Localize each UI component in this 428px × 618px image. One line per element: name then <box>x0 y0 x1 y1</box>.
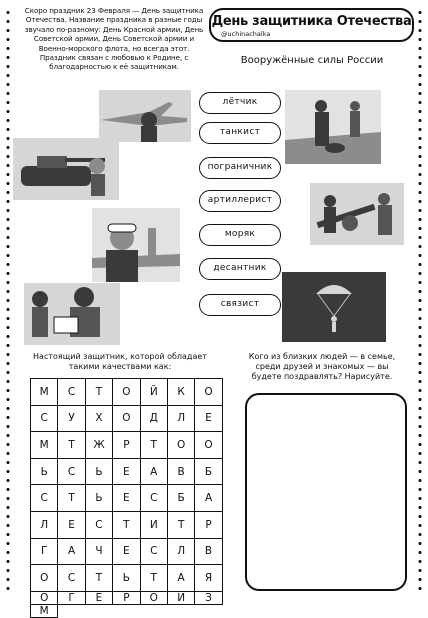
grid-cell[interactable]: Г <box>31 539 58 566</box>
author-handle: @uchinachalka <box>221 30 271 38</box>
intro-line: звучало по-разному: День Красной армии, День <box>24 24 204 34</box>
grid-cell[interactable]: Л <box>168 406 195 433</box>
grid-cell[interactable]: Р <box>113 592 140 605</box>
grid-cell[interactable]: Л <box>168 539 195 566</box>
page-subtitle: Вооружённые силы России <box>240 55 384 66</box>
profession-pill: пограничник <box>199 157 281 179</box>
grid-cell[interactable]: Т <box>58 485 85 512</box>
grid-cell[interactable]: З <box>195 592 222 605</box>
grid-cell[interactable]: В <box>168 459 195 486</box>
grid-cell[interactable]: Б <box>195 459 222 486</box>
grid-cell[interactable]: Т <box>58 432 85 459</box>
photo-sailor-ship <box>92 208 180 282</box>
grid-cell[interactable]: Т <box>86 565 113 592</box>
grid-cell[interactable]: Т <box>141 432 168 459</box>
grid-cell[interactable]: А <box>58 539 85 566</box>
profession-pill: танкист <box>199 122 281 144</box>
qualities-question <box>30 352 210 372</box>
grid-cell[interactable]: С <box>141 539 168 566</box>
intro-line: Военно-морского флота, но всегда этот. <box>38 43 190 53</box>
grid-cell[interactable]: М <box>31 379 58 406</box>
grid-cell[interactable]: Ь <box>31 459 58 486</box>
question-line: Настоящий защитник, которой обладает <box>33 352 207 361</box>
grid-cell[interactable]: О <box>195 379 222 406</box>
photo-artillery-crew <box>310 183 404 245</box>
grid-cell[interactable]: О <box>113 379 140 406</box>
grid-cell[interactable]: Й <box>141 379 168 406</box>
grid-cell[interactable]: У <box>58 406 85 433</box>
grid-cell[interactable]: А <box>168 565 195 592</box>
grid-cell[interactable]: О <box>31 565 58 592</box>
drawing-area[interactable] <box>245 393 407 591</box>
intro-line: благодарностью к её защитникам. <box>49 62 179 72</box>
grid-cell[interactable]: О <box>113 406 140 433</box>
intro-line: Скоро праздник 23 Февраля — День защитника <box>24 6 204 15</box>
grid-cell[interactable]: Ч <box>86 539 113 566</box>
intro-text <box>16 6 212 72</box>
grid-cell[interactable]: С <box>58 379 85 406</box>
grid-cell[interactable]: Р <box>195 512 222 539</box>
grid-cell[interactable]: Т <box>86 379 113 406</box>
grid-cell[interactable]: С <box>58 459 85 486</box>
grid-cell[interactable]: С <box>86 512 113 539</box>
intro-line: Советской армии, День Советской армии и <box>33 34 195 44</box>
grid-cell[interactable]: Ь <box>86 459 113 486</box>
profession-pill: моряк <box>199 224 281 246</box>
grid-cell[interactable]: Д <box>141 406 168 433</box>
profession-pill: десантник <box>199 258 281 280</box>
grid-cell[interactable]: С <box>58 565 85 592</box>
grid-cell[interactable]: Ь <box>113 565 140 592</box>
right-dotted-border <box>417 8 423 596</box>
grid-cell[interactable]: С <box>31 485 58 512</box>
grid-cell[interactable]: С <box>141 485 168 512</box>
grid-cell[interactable]: Л <box>31 512 58 539</box>
grid-cell[interactable]: И <box>168 592 195 605</box>
photo-tank-crew <box>13 138 119 200</box>
grid-cell[interactable]: О <box>31 592 58 605</box>
profession-pill: артиллерист <box>199 190 281 212</box>
grid-cell[interactable]: Ж <box>86 432 113 459</box>
word-search-grid[interactable] <box>30 378 223 618</box>
left-dotted-border <box>5 8 11 596</box>
photo-pilot-jet <box>99 90 191 142</box>
grid-cell[interactable]: Р <box>113 432 140 459</box>
grid-cell[interactable]: Б <box>168 485 195 512</box>
photo-signalmen <box>24 283 120 345</box>
grid-cell[interactable]: Г <box>58 592 85 605</box>
draw-question <box>232 352 412 382</box>
question-line: такими качествами как: <box>68 362 172 371</box>
grid-cell[interactable]: Т <box>113 512 140 539</box>
grid-cell[interactable]: О <box>141 592 168 605</box>
grid-cell[interactable]: Е <box>195 406 222 433</box>
grid-cell[interactable]: С <box>31 406 58 433</box>
photo-paratrooper <box>282 272 386 342</box>
question-line: среди друзей и знакомых — вы <box>255 362 389 371</box>
grid-cell[interactable]: Т <box>141 565 168 592</box>
grid-cell[interactable]: Е <box>113 459 140 486</box>
grid-cell[interactable]: Т <box>168 512 195 539</box>
grid-cell[interactable]: М <box>31 432 58 459</box>
grid-cell[interactable]: А <box>195 485 222 512</box>
question-line: Кого из близких людей — в семье, <box>248 352 396 361</box>
grid-cell[interactable]: И <box>141 512 168 539</box>
grid-cell[interactable]: В <box>195 539 222 566</box>
intro-line: Отечества. Название праздника в разные годы <box>25 15 203 25</box>
grid-cell[interactable]: Е <box>58 512 85 539</box>
grid-cell[interactable]: Ь <box>86 485 113 512</box>
grid-cell[interactable]: О <box>168 432 195 459</box>
grid-cell[interactable]: А <box>141 459 168 486</box>
grid-cell[interactable]: Е <box>113 485 140 512</box>
grid-cell[interactable]: Х <box>86 406 113 433</box>
question-line: будете поздравлять? Нарисуйте. <box>251 372 393 381</box>
photo-border-guards-dog <box>285 90 381 164</box>
grid-cell[interactable]: О <box>195 432 222 459</box>
profession-pill: лётчик <box>199 92 281 114</box>
title-box <box>209 8 414 42</box>
grid-cell[interactable]: Я <box>195 565 222 592</box>
grid-cell[interactable]: Е <box>86 592 113 605</box>
grid-cell[interactable]: Е <box>113 539 140 566</box>
intro-line: Праздник связан с любовью к Родине, с <box>39 53 189 63</box>
profession-pill: связист <box>199 294 281 316</box>
page-title: День защитника Отечества <box>211 14 412 29</box>
grid-cell[interactable]: М <box>31 605 58 618</box>
grid-cell[interactable]: К <box>168 379 195 406</box>
